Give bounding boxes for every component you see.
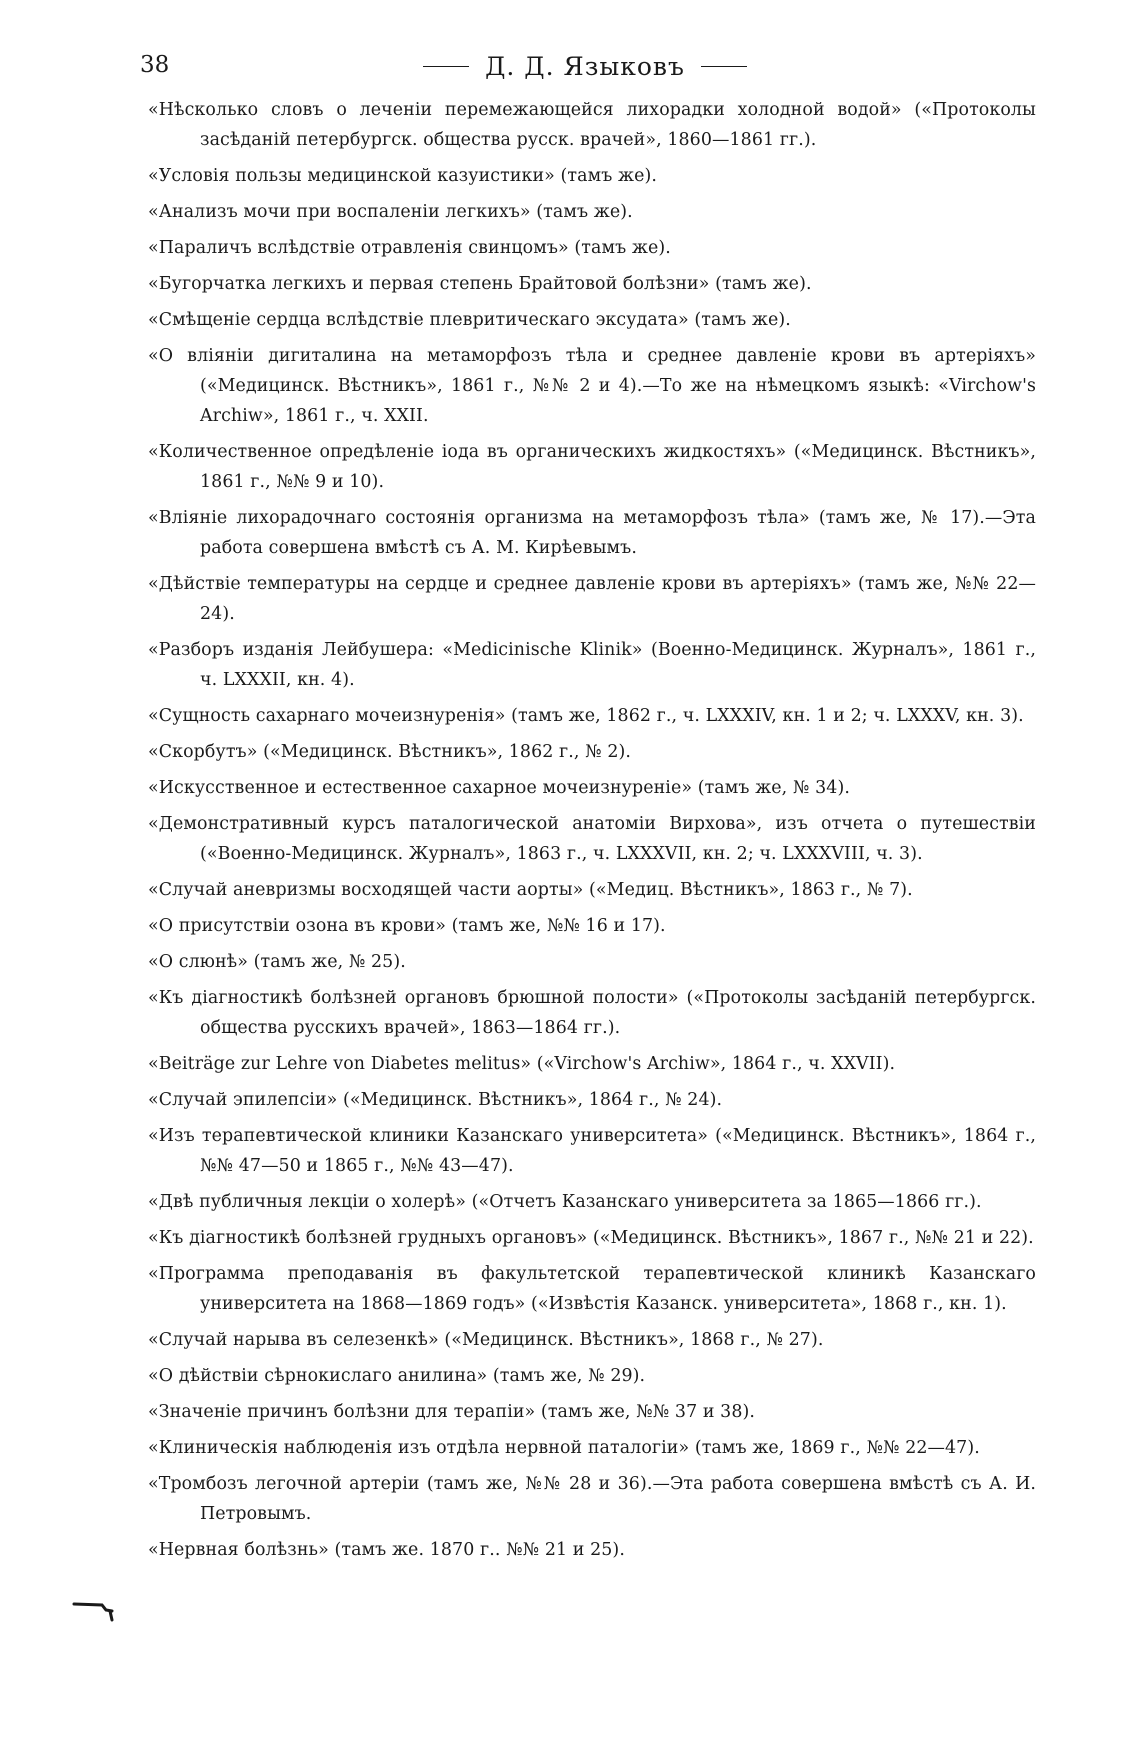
bibliography-entry bbox=[148, 569, 1036, 629]
bibliography-entry bbox=[148, 983, 1036, 1043]
entry-text: «О присутствіи озона въ крови» (тамъ же, №№ 16 и 17). bbox=[148, 916, 666, 936]
entry-text: «О вліяніи дигиталина на метаморфозъ тѣла и среднее давленіе крови въ артеріяхъ» («Медицинск. Вѣстникъ», 1861 г., №№ 2 и 4).—То же на нѣмецкомъ языкѣ: «Virchow's Archiw», 1861 г., ч. XXII. bbox=[148, 346, 1036, 426]
bibliography-entry bbox=[148, 911, 1036, 941]
bibliography-entry bbox=[148, 1121, 1036, 1181]
bibliography-entry bbox=[148, 875, 1036, 905]
bibliography-entry bbox=[148, 233, 1036, 263]
header-rule-right bbox=[701, 66, 747, 67]
entry-text: «Программа преподаванія въ факультетской терапевтической клиникѣ Казанскаго университета на 1868—1869 годъ» («Извѣстія Казанск. университета», 1868 г., кн. 1). bbox=[148, 1264, 1036, 1314]
bibliography-entry bbox=[148, 161, 1036, 191]
entry-text: «Къ діагностикѣ болѣзней грудныхъ органовъ» («Медицинск. Вѣстникъ», 1867 г., №№ 21 и 22). bbox=[148, 1228, 1034, 1248]
page-number: 38 bbox=[140, 52, 170, 78]
entry-text: «Демонстративный курсъ паталогической анатоміи Вирхова», изъ отчета о путешествіи («Военно-Медицинск. Журналъ», 1863 г., ч. LXXXVII, кн. 2; ч. LXXXVIII, ч. 3). bbox=[148, 814, 1036, 864]
bibliography-entry bbox=[148, 773, 1036, 803]
entry-text: «Искусственное и естественное сахарное мочеизнуреніе» (тамъ же, № 34). bbox=[148, 778, 850, 798]
bibliography-entry bbox=[148, 1325, 1036, 1355]
bibliography-entry bbox=[148, 197, 1036, 227]
bibliography-entry bbox=[148, 1361, 1036, 1391]
entry-text: «Нервная болѣзнь» (тамъ же. 1870 г.. №№ 21 и 25). bbox=[148, 1540, 625, 1560]
entry-text: «Анализъ мочи при воспаленіи легкихъ» (тамъ же). bbox=[148, 202, 633, 222]
entry-text: «О слюнѣ» (тамъ же, № 25). bbox=[148, 952, 406, 972]
entry-text: «Сущность сахарнаго мочеизнуренія» (тамъ же, 1862 г., ч. LXXXIV, кн. 1 и 2; ч. LXXXV, кн. 3). bbox=[148, 706, 1024, 726]
bibliography-entry bbox=[148, 809, 1036, 869]
entry-text: «Къ діагностикѣ болѣзней органовъ брюшной полости» («Протоколы засѣданій петербургск. общества русскихъ врачей», 1863—1864 гг.). bbox=[148, 988, 1036, 1038]
entry-text: «Случай аневризмы восходящей части аорты» («Медиц. Вѣстникъ», 1863 г., № 7). bbox=[148, 880, 913, 900]
bibliography-entry bbox=[148, 269, 1036, 299]
bibliography-entry bbox=[148, 1085, 1036, 1115]
entry-text: «Клиническія наблюденія изъ отдѣла нервной паталогіи» (тамъ же, 1869 г., №№ 22—47). bbox=[148, 1438, 980, 1458]
ink-mark-icon bbox=[72, 1598, 122, 1622]
entry-text: «Количественное опредѣленіе іода въ органическихъ жидкостяхъ» («Медицинск. Вѣстникъ», 1861 г., №№ 9 и 10). bbox=[148, 442, 1036, 492]
page-header bbox=[0, 48, 1140, 88]
bibliography-entry bbox=[148, 1049, 1036, 1079]
bibliography-entry bbox=[148, 635, 1036, 695]
bibliography-entry bbox=[148, 701, 1036, 731]
bibliography-entry bbox=[148, 947, 1036, 977]
running-head bbox=[410, 52, 760, 81]
entry-text: «Бугорчатка легкихъ и первая степень Брайтовой болѣзни» (тамъ же). bbox=[148, 274, 812, 294]
bibliography-entry bbox=[148, 1535, 1036, 1565]
entry-text: «Параличъ вслѣдствіе отравленія свинцомъ» (тамъ же). bbox=[148, 238, 671, 258]
bibliography-list bbox=[148, 95, 1036, 1571]
bibliography-entry bbox=[148, 95, 1036, 155]
bibliography-entry bbox=[148, 1433, 1036, 1463]
bibliography-entry bbox=[148, 503, 1036, 563]
bibliography-entry bbox=[148, 737, 1036, 767]
bibliography-entry bbox=[148, 1259, 1036, 1319]
bibliography-entry bbox=[148, 1397, 1036, 1427]
bibliography-entry bbox=[148, 305, 1036, 335]
entry-text: «Значеніе причинъ болѣзни для терапіи» (тамъ же, №№ 37 и 38). bbox=[148, 1402, 756, 1422]
entry-text: «Beiträge zur Lehre von Diabetes melitus» («Virchow's Archiw», 1864 г., ч. XXVII). bbox=[148, 1054, 896, 1074]
entry-text: «Нѣсколько словъ о леченіи перемежающейся лихорадки холодной водой» («Протоколы засѣданій петербургск. общества русск. врачей», 1860—1861 гг.). bbox=[148, 100, 1036, 150]
entry-text: «Случай эпилепсіи» («Медицинск. Вѣстникъ», 1864 г., № 24). bbox=[148, 1090, 723, 1110]
entry-text: «Смѣщеніе сердца вслѣдствіе плевритическаго эксудата» (тамъ же). bbox=[148, 310, 791, 330]
entry-text: «Условія пользы медицинской казуистики» (тамъ же). bbox=[148, 166, 658, 186]
running-title: Д. Д. Языковъ bbox=[485, 52, 685, 81]
header-rule-left bbox=[423, 66, 469, 67]
bibliography-entry bbox=[148, 1469, 1036, 1529]
entry-text: «Скорбутъ» («Медицинск. Вѣстникъ», 1862 г., № 2). bbox=[148, 742, 632, 762]
bibliography-entry bbox=[148, 341, 1036, 431]
entry-text: «Случай нарыва въ селезенкѣ» («Медицинск. Вѣстникъ», 1868 г., № 27). bbox=[148, 1330, 824, 1350]
entry-text: «Изъ терапевтической клиники Казанскаго университета» («Медицинск. Вѣстникъ», 1864 г., №№ 47—50 и 1865 г., №№ 43—47). bbox=[148, 1126, 1036, 1176]
entry-text: «О дѣйствіи сѣрнокислаго анилина» (тамъ же, № 29). bbox=[148, 1366, 646, 1386]
entry-text: «Двѣ публичныя лекціи о холерѣ» («Отчетъ Казанскаго университета за 1865—1866 гг.). bbox=[148, 1192, 982, 1212]
bibliography-entry bbox=[148, 1187, 1036, 1217]
entry-text: «Вліяніе лихорадочнаго состоянія организма на метаморфозъ тѣла» (тамъ же, № 17).—Эта работа совершена вмѣстѣ съ А. М. Кирѣевымъ. bbox=[148, 508, 1036, 558]
entry-text: «Тромбозъ легочной артеріи (тамъ же, №№ 28 и 36).—Эта работа совершена вмѣстѣ съ А. И. Петровымъ. bbox=[148, 1474, 1036, 1524]
entry-text: «Дѣйствіе температуры на сердце и среднее давленіе крови въ артеріяхъ» (тамъ же, №№ 22—24). bbox=[148, 574, 1036, 624]
bibliography-entry bbox=[148, 437, 1036, 497]
entry-text: «Разборъ изданія Лейбушера: «Medicinische Klinik» (Военно-Медицинск. Журналъ», 1861 г., ч. LXXXII, кн. 4). bbox=[148, 640, 1036, 690]
bibliography-entry bbox=[148, 1223, 1036, 1253]
